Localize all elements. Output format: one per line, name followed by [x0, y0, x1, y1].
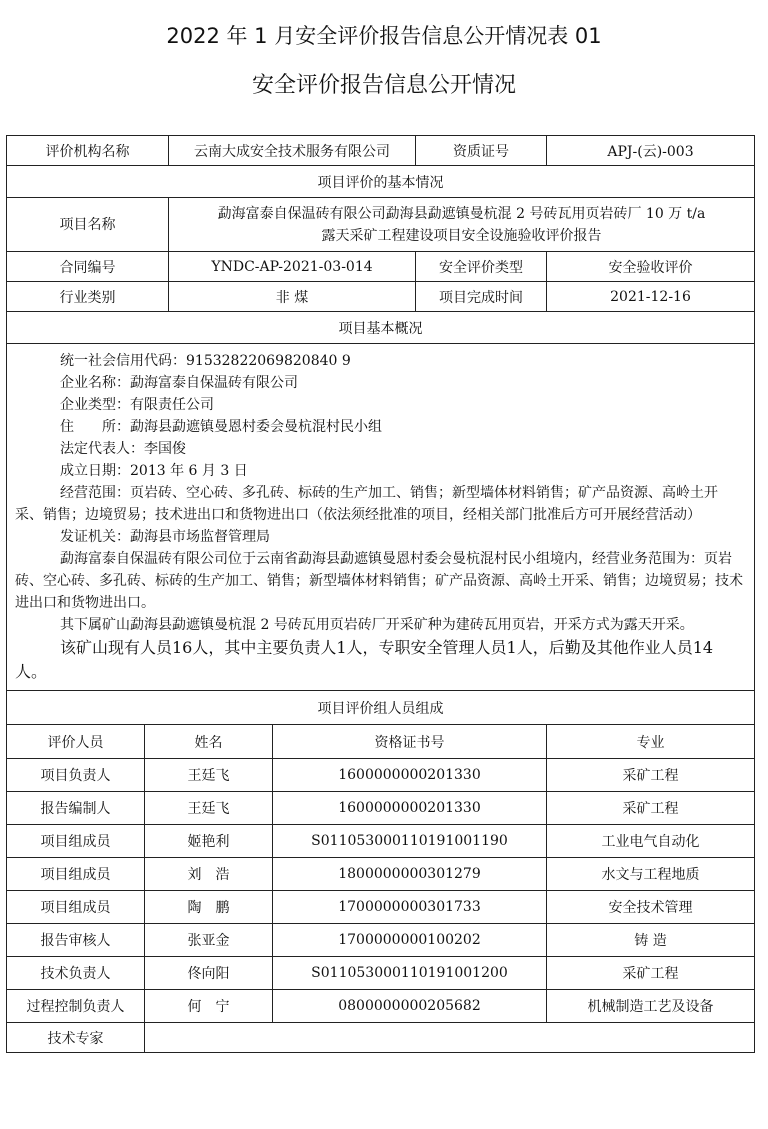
overview-company-type: 企业类型：有限责任公司 [60, 397, 214, 413]
overview-founded: 成立日期：2013 年 6 月 3 日 [60, 463, 248, 479]
expert-value [145, 1023, 755, 1053]
team-role: 项目组成员 [7, 858, 145, 891]
overview-credit-code: 统一社会信用代码：91532822069820840 9 [60, 353, 351, 369]
team-role: 项目组成员 [7, 825, 145, 858]
team-header-name: 姓名 [145, 725, 273, 759]
overview-issuer: 发证机关：勐海县市场监督管理局 [60, 529, 270, 545]
team-name: 刘 浩 [145, 858, 273, 891]
team-row [7, 825, 755, 858]
team-cert: 1700000000100202 [273, 924, 547, 957]
team-cert: 1600000000201330 [273, 759, 547, 792]
org-label: 评价机构名称 [7, 136, 169, 166]
team-cert: 1700000000301733 [273, 891, 547, 924]
overview-address: 住 所：勐海县勐遮镇曼恩村委会曼杭混村民小组 [60, 419, 382, 435]
team-major: 采矿工程 [547, 759, 755, 792]
contract-label: 合同编号 [7, 252, 169, 282]
team-major: 水文与工程地质 [547, 858, 755, 891]
team-role: 技术负责人 [7, 957, 145, 990]
contract-value: YNDC-AP-2021-03-014 [169, 252, 416, 282]
team-name: 王廷飞 [145, 792, 273, 825]
team-row [7, 891, 755, 924]
team-row [7, 858, 755, 891]
org-value: 云南大成安全技术服务有限公司 [169, 136, 416, 166]
finish-label: 项目完成时间 [416, 282, 547, 312]
overview-company-name: 企业名称：勐海富泰自保温砖有限公司 [60, 375, 298, 391]
team-major: 铸 造 [547, 924, 755, 957]
cert-value: APJ-(云)-003 [547, 136, 755, 166]
team-row [7, 759, 755, 792]
team-role: 报告编制人 [7, 792, 145, 825]
team-major: 安全技术管理 [547, 891, 755, 924]
team-major: 采矿工程 [547, 792, 755, 825]
team-cert: 1800000000301279 [273, 858, 547, 891]
team-role: 项目组成员 [7, 891, 145, 924]
overview-business-scope: 经营范围：页岩砖、空心砖、多孔砖、标砖的生产加工、销售；新型墙体材料销售；矿产品资源、高岭土开采、销售；边境贸易；技术进出口和货物进出口（依法须经批准的项目，经相关部门批准后方可开展经营活动） [15, 485, 718, 523]
team-name: 陶 鹏 [145, 891, 273, 924]
project-value-line1: 勐海富泰自保温砖有限公司勐海县勐遮镇曼杭混 2 号砖瓦用页岩砖厂 10 万 t/a [217, 205, 706, 222]
overview-location: 勐海富泰自保温砖有限公司位于云南省勐海县勐遮镇曼恩村委会曼杭混村民小组境内，经营业务范围为：页岩砖、空心砖、多孔砖、标砖的生产加工、销售；新型墙体材料销售；矿产品资源、高岭土开采、销售；边境贸易；技术进出口和货物进出口。 [15, 551, 743, 611]
team-name: 何 宁 [145, 990, 273, 1023]
team-role: 过程控制负责人 [7, 990, 145, 1023]
project-value [169, 198, 755, 252]
project-label: 项目名称 [7, 198, 169, 252]
overview-section-header: 项目基本概况 [7, 312, 755, 344]
team-row [7, 924, 755, 957]
document-title: 2022 年 1 月安全评价报告信息公开情况表 01 [166, 24, 602, 48]
project-value-line2: 露天采矿工程建设项目安全设施验收评价报告 [321, 227, 602, 244]
basic-section-header: 项目评价的基本情况 [7, 166, 755, 198]
team-name: 张亚金 [145, 924, 273, 957]
team-header-role: 评价人员 [7, 725, 145, 759]
industry-label: 行业类别 [7, 282, 169, 312]
team-section-header: 项目评价组人员组成 [7, 691, 755, 725]
overview-mine: 其下属矿山勐海县勐遮镇曼杭混 2 号砖瓦用页岩砖厂开采矿种为建砖瓦用页岩，开采方式为露天开采。 [60, 617, 694, 633]
expert-label: 技术专家 [7, 1023, 145, 1053]
eval-type-value: 安全验收评价 [547, 252, 755, 282]
finish-value: 2021-12-16 [547, 282, 755, 312]
team-header-cert: 资格证书号 [273, 725, 547, 759]
team-name: 王廷飞 [145, 759, 273, 792]
team-cert: 1600000000201330 [273, 792, 547, 825]
disclosure-table [6, 135, 755, 1053]
team-role: 项目负责人 [7, 759, 145, 792]
team-name: 姬艳利 [145, 825, 273, 858]
team-major: 机械制造工艺及设备 [547, 990, 755, 1023]
overview-legal-rep: 法定代表人：李国俊 [60, 441, 186, 457]
team-name: 佟向阳 [145, 957, 273, 990]
team-row [7, 990, 755, 1023]
team-row [7, 957, 755, 990]
team-row [7, 792, 755, 825]
team-major: 工业电气自动化 [547, 825, 755, 858]
document-subtitle: 安全评价报告信息公开情况 [251, 73, 516, 98]
team-role: 报告审核人 [7, 924, 145, 957]
team-cert: S011053000110191001190 [273, 825, 547, 858]
team-major: 采矿工程 [547, 957, 755, 990]
overview-staff: 该矿山现有人员16人，其中主要负责人1人，专职安全管理人员1人，后勤及其他作业人员14人。 [15, 638, 714, 681]
project-overview [7, 344, 755, 691]
team-header-major: 专业 [547, 725, 755, 759]
team-cert: S011053000110191001200 [273, 957, 547, 990]
cert-label: 资质证号 [416, 136, 547, 166]
industry-value: 非 煤 [169, 282, 416, 312]
team-cert: 0800000000205682 [273, 990, 547, 1023]
eval-type-label: 安全评价类型 [416, 252, 547, 282]
